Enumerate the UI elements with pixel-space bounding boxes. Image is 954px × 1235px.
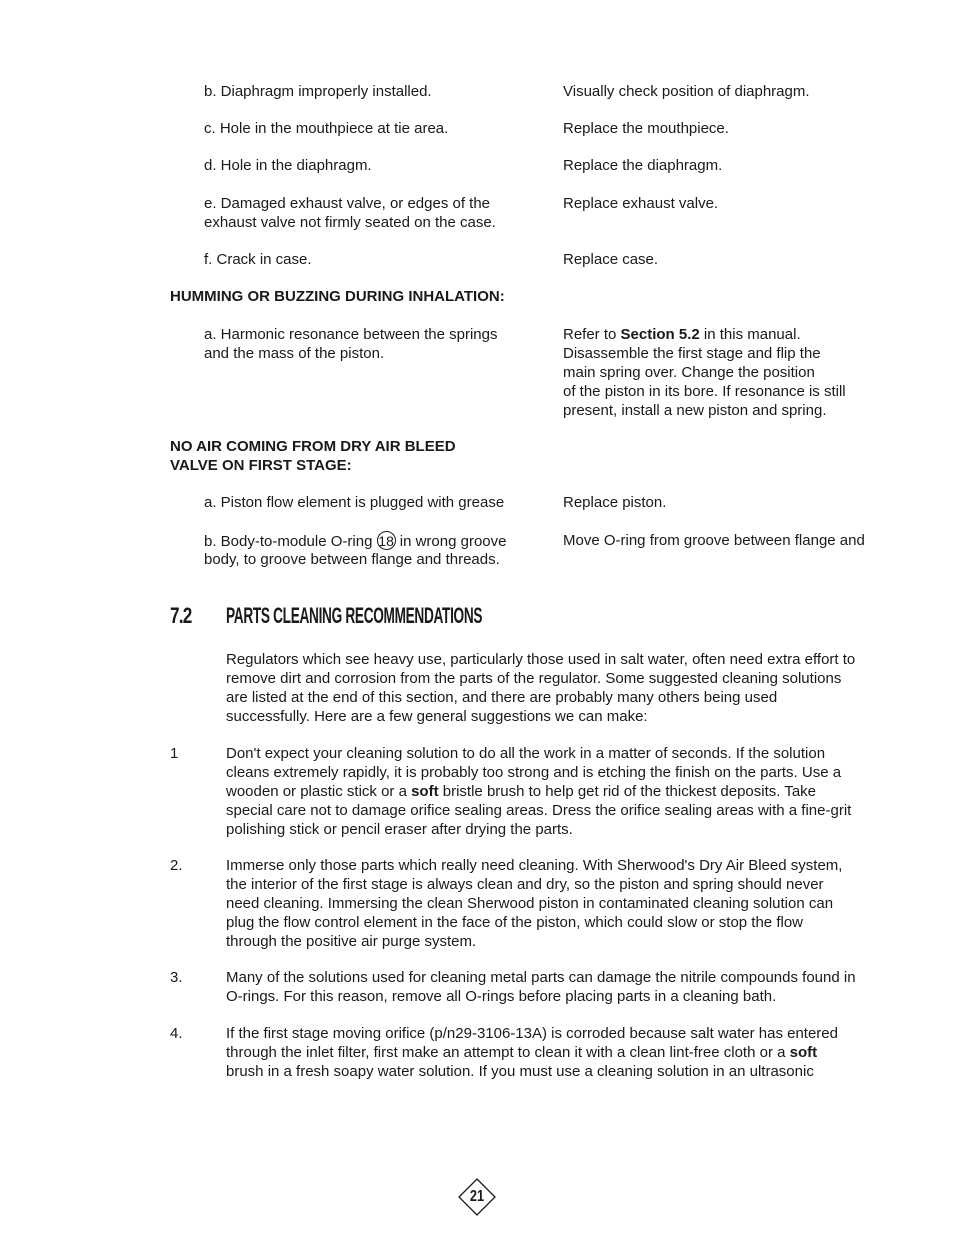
- item-2-number: 2.: [170, 857, 183, 874]
- item-3-line2: O-rings. For this reason, remove all O-rings before placing parts in a cleaning bath.: [226, 988, 777, 1005]
- humming-fix-pre: Refer to: [563, 326, 621, 343]
- noair-fix-b: Move O-ring from groove between flange and: [563, 532, 865, 549]
- cause-b: b. Diaphragm improperly installed.: [204, 83, 432, 100]
- item-4-line2-pre: through the inlet filter, first make an attempt to clean it with a clean lint-free cloth or a: [226, 1044, 790, 1061]
- humming-cause-line2: and the mass of the piston.: [204, 345, 385, 362]
- item-1-line3-pre: wooden or plastic stick or a: [226, 783, 412, 800]
- section-title: PARTS CLEANING RECOMMENDATIONS: [226, 603, 483, 628]
- cause-f: f. Crack in case.: [204, 251, 312, 268]
- section-intro: [226, 650, 891, 726]
- humming-fix-line4: of the piston in its bore. If resonance is still: [563, 383, 846, 400]
- heading-humming: HUMMING OR BUZZING DURING INHALATION:: [170, 288, 505, 305]
- item-4-bold: soft: [789, 1044, 818, 1061]
- item-1-text: [226, 744, 891, 839]
- fix-f: Replace case.: [563, 251, 659, 268]
- page-number: 21: [469, 1188, 485, 1205]
- item-4-line2: [226, 1043, 891, 1062]
- noair-cause-a: a. Piston flow element is plugged with grease: [204, 494, 505, 511]
- intro-line3: are listed at the end of this section, and there are probably many others being used: [226, 689, 778, 706]
- noair-cause-b-post: in wrong groove: [395, 533, 507, 550]
- section-number: 7.2: [170, 603, 192, 628]
- cause-e-line2: exhaust valve not firmly seated on the case.: [204, 214, 496, 231]
- noair-fix-a: Replace piston.: [563, 494, 667, 511]
- cause-e: [204, 194, 544, 232]
- humming-fix-line3: main spring over. Change the position: [563, 364, 815, 381]
- item-1-number: 1: [170, 745, 179, 762]
- item-2-line5: through the positive air purge system.: [226, 933, 477, 950]
- item-1-line4: special care not to damage orifice sealing areas. Dress the orifice sealing areas with a fine-grit: [226, 802, 852, 819]
- humming-fix: [563, 325, 893, 420]
- humming-fix-line1: [563, 325, 893, 344]
- item-1-line2: cleans extremely rapidly, it is probably too strong and is etching the finish on the parts. Use a: [226, 764, 842, 781]
- item-3-line1: Many of the solutions used for cleaning metal parts can damage the nitrile compounds found in: [226, 969, 856, 986]
- cause-e-line1: e. Damaged exhaust valve, or edges of the: [204, 195, 491, 212]
- item-4-text: [226, 1024, 891, 1081]
- item-4-line1: If the first stage moving orifice (p/n29-3106-13A) is corroded because salt water has entered: [226, 1025, 838, 1042]
- fix-b: Visually check position of diaphragm.: [563, 83, 810, 100]
- item-2-line2: the interior of the first stage is always clean and dry, so the piston and spring should never: [226, 876, 824, 893]
- item-2-line1: Immerse only those parts which really need cleaning. With Sherwood's Dry Air Bleed system,: [226, 857, 843, 874]
- item-2-line3: need cleaning. Immersing the clean Sherwood piston in contaminated cleaning solution can: [226, 895, 834, 912]
- intro-line2: remove dirt and corrosion from the parts of the regulator. Some suggested cleaning solutions: [226, 670, 842, 687]
- noair-cause-b-line1: [204, 531, 549, 551]
- part-ref-badge: 18: [378, 533, 394, 549]
- humming-fix-line5: present, install a new piston and spring.: [563, 402, 827, 419]
- heading-no-air: [170, 437, 456, 475]
- item-1-bold: soft: [411, 783, 439, 800]
- cause-d: d. Hole in the diaphragm.: [204, 157, 372, 174]
- intro-line4: successfully. Here are a few general suggestions we can make:: [226, 708, 648, 725]
- page-number-badge: [458, 1178, 496, 1216]
- humming-cause: [204, 325, 544, 363]
- noair-cause-b-line2: body, to groove between flange and threads.: [204, 551, 500, 568]
- item-1-line1: Don't expect your cleaning solution to do all the work in a matter of seconds. If the solution: [226, 745, 826, 762]
- item-2-line4: plug the flow control element in the face of the piston, which could slow or stop the flow: [226, 914, 803, 931]
- noair-cause-b: [204, 531, 549, 551]
- heading-no-air-line2: VALVE ON FIRST STAGE:: [170, 457, 352, 474]
- item-4-number: 4.: [170, 1025, 183, 1042]
- item-3-number: 3.: [170, 969, 183, 986]
- item-4-line3: brush in a fresh soapy water solution. If you must use a cleaning solution in an ultrasonic: [226, 1063, 814, 1080]
- fix-d: Replace the diaphragm.: [563, 157, 723, 174]
- fix-c: Replace the mouthpiece.: [563, 120, 729, 137]
- item-1-line5: polishing stick or pencil eraser after drying the parts.: [226, 821, 573, 838]
- noair-cause-b-pre: b. Body-to-module O-ring: [204, 533, 373, 550]
- item-2-text: [226, 856, 891, 951]
- item-1-line3: [226, 782, 891, 801]
- humming-fix-post: in this manual.: [699, 326, 801, 343]
- humming-fix-line2: Disassemble the first stage and flip the: [563, 345, 821, 362]
- intro-line1: Regulators which see heavy use, particularly those used in salt water, often need extra effort to: [226, 651, 856, 668]
- fix-e: Replace exhaust valve.: [563, 195, 719, 212]
- heading-no-air-line1: NO AIR COMING FROM DRY AIR BLEED: [170, 438, 456, 455]
- item-3-text: [226, 968, 891, 1006]
- humming-cause-line1: a. Harmonic resonance between the springs: [204, 326, 498, 343]
- cause-c: c. Hole in the mouthpiece at tie area.: [204, 120, 449, 137]
- item-1-line3-post: bristle brush to help get rid of the thickest deposits. Take: [438, 783, 817, 800]
- section-ref: Section 5.2: [620, 326, 700, 343]
